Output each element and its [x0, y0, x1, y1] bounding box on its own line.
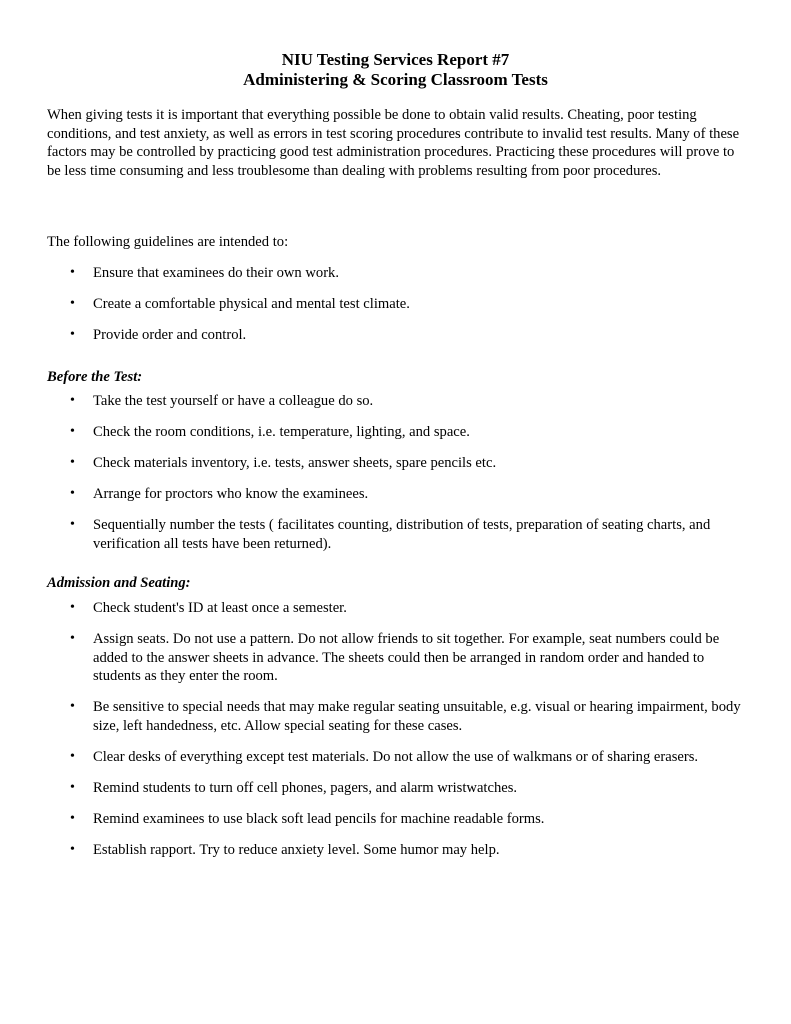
list-item — [0, 748, 743, 767]
list-item — [0, 630, 743, 686]
list-item-text: Remind examinees to use black soft lead pencils for machine readable forms. — [93, 810, 545, 827]
list-item-text: Sequentially number the tests ( facilitates counting, distribution of tests, preparation of seating charts, and verification all tests have been returned). — [93, 517, 711, 552]
list-item — [0, 454, 743, 473]
bullet-icon: • — [70, 810, 75, 826]
list-item-text: Arrange for proctors who know the examinees. — [93, 486, 369, 502]
bullet-icon: • — [70, 486, 75, 501]
report-title: NIU Testing Services Report #7 — [281, 50, 510, 69]
bullet-icon: • — [70, 393, 75, 408]
list-item-text: Provide order and control. — [93, 327, 247, 343]
list-item — [0, 810, 743, 829]
bullet-icon: • — [70, 296, 75, 311]
list-item-text: Clear desks of everything except test materials. Do not allow the use of walkmans or of sharing erasers. — [93, 748, 699, 765]
bullet-icon: • — [70, 631, 75, 646]
list-item-text: Ensure that examinees do their own work. — [93, 265, 339, 281]
bullet-icon: • — [70, 748, 75, 764]
list-item-text: Remind students to turn off cell phones, pagers, and alarm wristwatches. — [93, 779, 518, 796]
list-item-text: Establish rapport. Try to reduce anxiety level. Some humor may help. — [93, 841, 500, 858]
list-item — [0, 295, 743, 314]
bullet-icon: • — [70, 841, 75, 857]
list-item — [0, 599, 743, 618]
before-test-list — [0, 392, 791, 566]
list-item-text: Check the room conditions, i.e. temperature, lighting, and space. — [93, 424, 470, 440]
bullet-icon: • — [70, 424, 75, 439]
bullet-icon: • — [70, 455, 75, 470]
list-item — [0, 698, 743, 735]
bullet-icon: • — [70, 600, 75, 615]
list-item-text: Check student's ID at least once a semester. — [93, 600, 347, 616]
list-item — [0, 779, 743, 798]
admission-heading: Admission and Seating: — [47, 575, 191, 591]
bullet-icon: • — [70, 517, 75, 532]
bullet-icon: • — [70, 327, 75, 342]
report-subtitle: Administering & Scoring Classroom Tests — [243, 70, 548, 89]
list-item — [0, 841, 743, 860]
list-item-text: Check materials inventory, i.e. tests, answer sheets, spare pencils etc. — [93, 455, 497, 471]
list-item-text: Be sensitive to special needs that may make regular seating unsuitable, e.g. visual or hearing impairment, body size, left handedness, etc. Allow special seating for these cases. — [93, 699, 741, 734]
list-item — [0, 516, 743, 553]
list-item-text: Take the test yourself or have a colleague do so. — [93, 393, 374, 409]
list-item-text: Create a comfortable physical and mental test climate. — [93, 296, 410, 312]
bullet-icon: • — [70, 699, 75, 714]
bullet-icon: • — [70, 779, 75, 795]
guidelines-lead: The following guidelines are intended to: — [47, 234, 289, 250]
guidelines-list — [0, 264, 791, 357]
list-item — [0, 264, 743, 283]
intro-paragraph: When giving tests it is important that everything possible be done to obtain valid results. Cheating, poor testing conditions, and test anxiety, as well as errors in test scoring procedures contribute to invalid test results. Many of these factors may be controlled by practicing good test administration procedures. Practicing these procedures will prove to be less time consuming and less troublesome than dealing with problems resulting from poor procedures. — [47, 107, 740, 179]
admission-list — [0, 599, 791, 872]
bullet-icon: • — [70, 265, 75, 280]
list-item — [0, 485, 743, 504]
before-test-heading: Before the Test: — [47, 369, 143, 385]
list-item-text: Assign seats. Do not use a pattern. Do not allow friends to sit together. For example, seat numbers could be added to the answer sheets in advance. The sheets could then be arranged in random order and handed to students as they enter the room. — [93, 631, 720, 684]
title-block — [0, 50, 791, 90]
list-item — [0, 423, 743, 442]
list-item — [0, 392, 743, 411]
list-item — [0, 326, 743, 345]
